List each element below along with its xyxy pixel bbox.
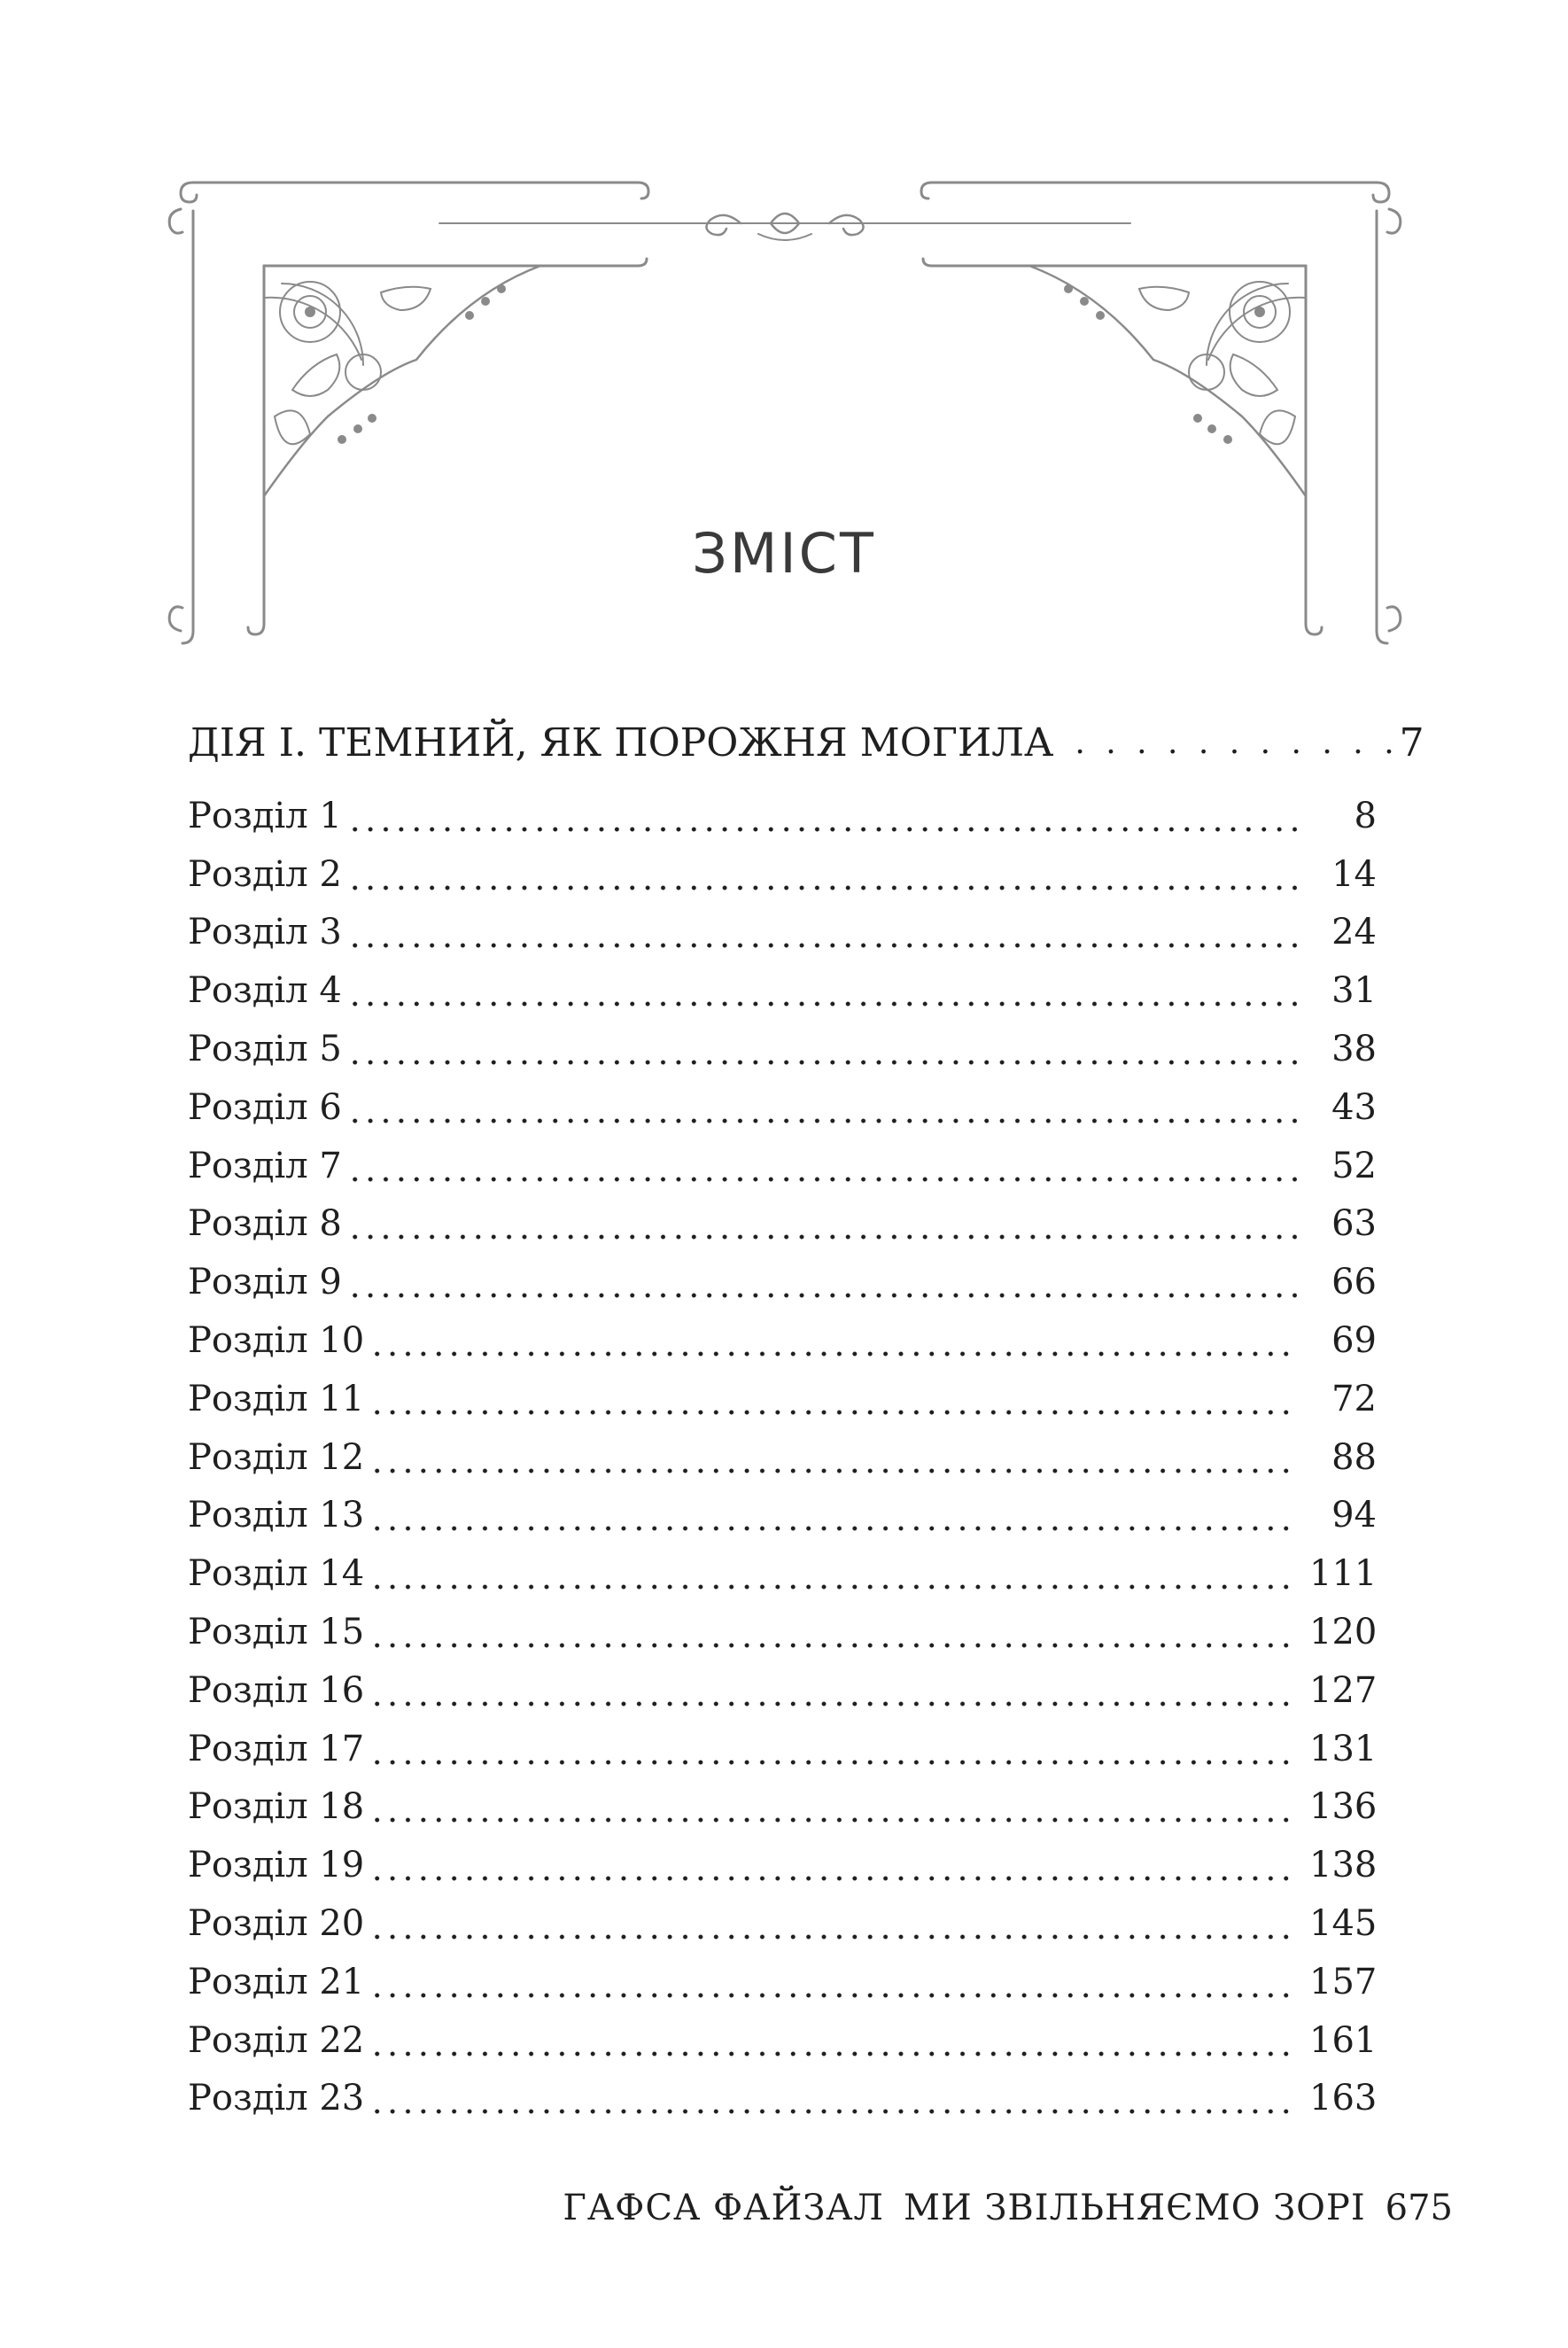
- toc-entry[interactable]: [188, 1720, 1377, 1778]
- chapter-page-number: 136: [1309, 1786, 1378, 1828]
- toc-entry[interactable]: [188, 1078, 1377, 1137]
- dot-leader: [369, 1780, 1297, 1833]
- part-title: ДІЯ І. ТЕМНИЙ, ЯК ПОРОЖНЯ МОГИЛА: [188, 719, 1054, 766]
- dot-leader: [369, 1955, 1297, 2009]
- dot-leader: [347, 1256, 1297, 1309]
- chapter-title: Розділ 3: [188, 912, 342, 953]
- chapter-title: Розділ 19: [188, 1845, 365, 1886]
- chapter-page-number: 66: [1331, 1262, 1377, 1303]
- chapter-page-number: 163: [1309, 2078, 1378, 2119]
- dot-leader: [369, 1314, 1297, 1367]
- toc-entry[interactable]: [188, 1137, 1377, 1195]
- dot-leader: [369, 1722, 1297, 1776]
- chapter-title: Розділ 10: [188, 1320, 365, 1362]
- chapter-page-number: 8: [1354, 795, 1377, 836]
- footer-page-number: 675: [1385, 2188, 1453, 2228]
- chapter-page-number: 131: [1309, 1728, 1378, 1769]
- chapter-page-number: 145: [1309, 1903, 1378, 1945]
- chapter-title: Розділ 23: [188, 2078, 365, 2119]
- chapter-page-number: 138: [1309, 1845, 1378, 1886]
- chapter-page-number: 63: [1331, 1203, 1377, 1245]
- dot-leader: [347, 1139, 1297, 1193]
- dot-leader: [347, 1022, 1297, 1076]
- dot-leader: [369, 1372, 1297, 1426]
- chapter-page-number: 38: [1331, 1029, 1377, 1070]
- toc-entry[interactable]: [188, 787, 1377, 845]
- chapter-page-number: 120: [1309, 1612, 1378, 1653]
- toc-entry[interactable]: [188, 1020, 1377, 1078]
- toc-entry[interactable]: [188, 1953, 1377, 2011]
- ornamental-frame: [0, 0, 1568, 709]
- toc-entry[interactable]: [188, 1370, 1377, 1428]
- dot-leader: [347, 1081, 1297, 1134]
- chapter-title: Розділ 1: [188, 795, 342, 836]
- chapter-title: Розділ 9: [188, 1262, 342, 1303]
- toc-entry[interactable]: [188, 961, 1377, 1020]
- chapter-page-number: 72: [1331, 1378, 1377, 1419]
- toc-entry[interactable]: [188, 1195, 1377, 1254]
- dot-leader: [369, 1664, 1297, 1717]
- toc-entry[interactable]: [188, 1428, 1377, 1487]
- dot-leader: [347, 906, 1297, 959]
- running-footer: [563, 2181, 1453, 2235]
- dot-leader: [369, 2072, 1297, 2125]
- chapter-page-number: 111: [1309, 1553, 1378, 1595]
- dot-leader: [369, 2014, 1297, 2067]
- toc-entry[interactable]: [188, 1544, 1377, 1603]
- toc-entry[interactable]: [188, 1311, 1377, 1370]
- chapter-page-number: 88: [1331, 1436, 1377, 1478]
- chapter-title: Розділ 18: [188, 1786, 365, 1828]
- toc-entry[interactable]: [188, 1253, 1377, 1311]
- toc-entry[interactable]: [188, 2011, 1377, 2070]
- dot-leader: [347, 1197, 1297, 1250]
- chapter-title: Розділ 14: [188, 1553, 365, 1595]
- chapter-page-number: 52: [1331, 1145, 1377, 1186]
- chapter-page-number: 43: [1331, 1086, 1377, 1128]
- chapter-title: Розділ 11: [188, 1378, 365, 1419]
- chapter-page-number: 127: [1309, 1669, 1378, 1711]
- chapter-page-number: 24: [1331, 912, 1377, 953]
- dot-leader: [347, 848, 1297, 901]
- toc-entry[interactable]: [188, 1661, 1377, 1720]
- chapter-title: Розділ 13: [188, 1495, 365, 1536]
- chapter-title: Розділ 12: [188, 1436, 365, 1478]
- chapter-title: Розділ 8: [188, 1203, 342, 1245]
- dot-leader: [369, 1547, 1297, 1600]
- chapter-title: Розділ 20: [188, 1903, 365, 1945]
- toc-part-entry[interactable]: [188, 707, 1424, 778]
- chapter-title: Розділ 21: [188, 1961, 365, 2002]
- chapter-page-number: 69: [1331, 1320, 1377, 1362]
- chapter-title: Розділ 15: [188, 1612, 365, 1653]
- chapter-page-number: 94: [1331, 1495, 1377, 1536]
- toc-entry[interactable]: [188, 845, 1377, 904]
- toc-entry[interactable]: [188, 1894, 1377, 1953]
- dot-leader: [369, 1839, 1297, 1892]
- dot-leader: [369, 1897, 1297, 1950]
- chapter-title: Розділ 17: [188, 1728, 365, 1769]
- toc-entry[interactable]: [188, 1487, 1377, 1545]
- footer-author: ГАФСА ФАЙЗАЛ: [563, 2188, 884, 2228]
- chapter-title: Розділ 22: [188, 2019, 365, 2061]
- part-dot-leader: . . . . . . . . . . .: [1075, 724, 1400, 761]
- toc-entry[interactable]: [188, 1836, 1377, 1894]
- page-title: ЗМІСТ: [692, 521, 876, 586]
- chapter-title: Розділ 16: [188, 1669, 365, 1711]
- chapter-title: Розділ 4: [188, 970, 342, 1012]
- chapter-title: Розділ 5: [188, 1029, 342, 1070]
- footer-book-title: МИ ЗВІЛЬНЯЄМО ЗОРІ: [903, 2188, 1366, 2228]
- chapter-title: Розділ 7: [188, 1145, 342, 1186]
- toc-entry[interactable]: [188, 1603, 1377, 1661]
- chapter-page-number: 161: [1309, 2019, 1378, 2061]
- chapter-page-number: 157: [1309, 1961, 1378, 2002]
- dot-leader: [369, 1431, 1297, 1484]
- dot-leader: [369, 1606, 1297, 1659]
- chapter-page-number: 14: [1331, 853, 1377, 895]
- toc-entry[interactable]: [188, 904, 1377, 962]
- table-of-contents: [188, 787, 1377, 2127]
- chapter-title: Розділ 6: [188, 1086, 342, 1128]
- toc-entry[interactable]: [188, 2070, 1377, 2128]
- toc-entry[interactable]: [188, 1778, 1377, 1837]
- dot-leader: [347, 789, 1297, 843]
- dot-leader: [347, 964, 1297, 1017]
- part-page-number: 7: [1399, 719, 1424, 766]
- chapter-page-number: 31: [1331, 970, 1377, 1012]
- dot-leader: [369, 1489, 1297, 1542]
- chapter-title: Розділ 2: [188, 853, 342, 895]
